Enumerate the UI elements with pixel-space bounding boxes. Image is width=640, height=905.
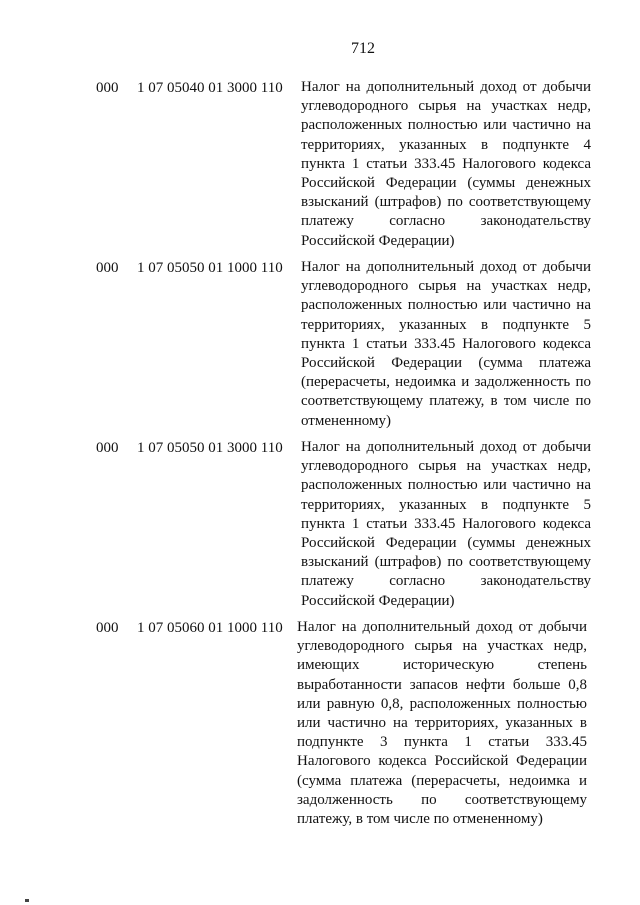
table-row bbox=[0, 438, 640, 618]
revenue-description: Налог на дополнительный доход от добычи углеводородного сырья на участках недр, расположенных полностью или частично на территориях, указанных в подпункте 5 пункта 1 статьи 333.45 Налогового кодекса Российской Федерации (сумма платежа (перерасчеты, недоимка и задолженность по соответствующему платежу, в том числе по отмененному) bbox=[301, 259, 591, 429]
table-row bbox=[0, 258, 640, 438]
budget-classification-code: 1 07 05040 01 3000 110 bbox=[137, 80, 283, 96]
revenue-description: Налог на дополнительный доход от добычи углеводородного сырья на участках недр, имеющих историческую степень выработанности запасов нефти больше 0,8 или равную 0,8, расположенных полностью или частично на территориях, указанных в подпункте 3 пункта 1 статьи 333.45 Налогового кодекса Российской Федерации (сумма платежа (перерасчеты, недоимка и задолженность по соответствующему платежу, в том числе по отмененному) bbox=[297, 619, 587, 828]
budget-classification-code: 1 07 05050 01 3000 110 bbox=[137, 440, 283, 456]
table-row bbox=[0, 78, 640, 258]
budget-classification-code: 1 07 05050 01 1000 110 bbox=[137, 260, 283, 276]
budget-classification-code: 1 07 05060 01 1000 110 bbox=[137, 620, 283, 636]
revenue-description: Налог на дополнительный доход от добычи углеводородного сырья на участках недр, расположенных полностью или частично на территориях, указанных в подпункте 4 пункта 1 статьи 333.45 Налогового кодекса Российской Федерации (суммы денежных взысканий (штрафов) по соответствующему платежу согласно законодательству Российской Федерации) bbox=[301, 79, 591, 249]
admin-code: 000 bbox=[96, 440, 119, 456]
scan-speck bbox=[25, 899, 29, 902]
page-number: 712 bbox=[351, 40, 375, 57]
admin-code: 000 bbox=[96, 260, 119, 276]
budget-code-table bbox=[0, 78, 640, 848]
table-row bbox=[0, 618, 640, 848]
revenue-description: Налог на дополнительный доход от добычи углеводородного сырья на участках недр, расположенных полностью или частично на территориях, указанных в подпункте 5 пункта 1 статьи 333.45 Налогового кодекса Российской Федерации (суммы денежных взысканий (штрафов) по соответствующему платежу согласно законодательству Российской Федерации) bbox=[301, 439, 591, 609]
admin-code: 000 bbox=[96, 620, 119, 636]
admin-code: 000 bbox=[96, 80, 119, 96]
